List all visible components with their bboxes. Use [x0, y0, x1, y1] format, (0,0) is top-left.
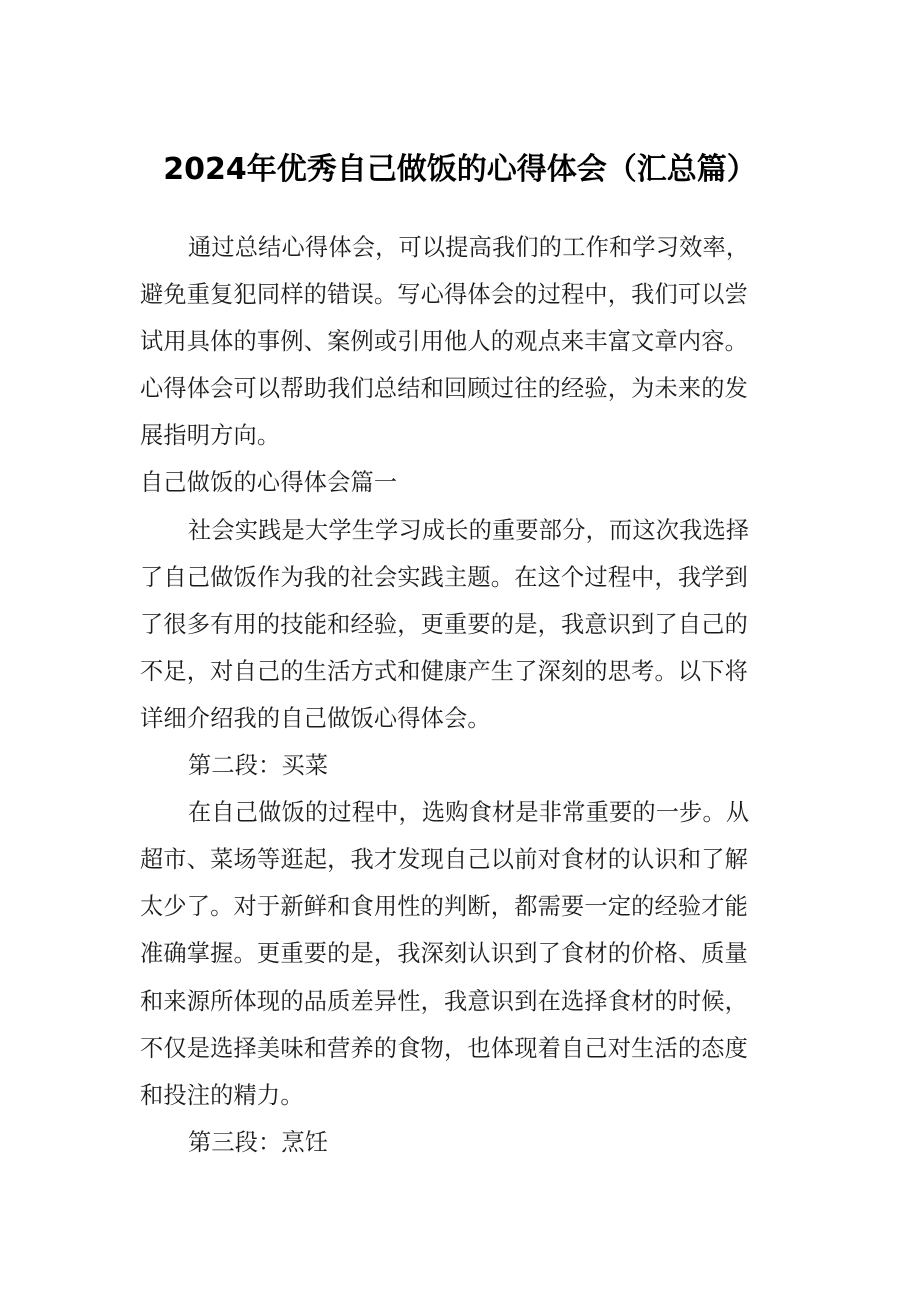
paragraph-line: 不仅是选择美味和营养的食物，也体现着自己对生活的态度 — [140, 1034, 749, 1062]
paragraph-line: 通过总结心得体会，可以提高我们的工作和学习效率， — [188, 234, 750, 261]
paragraph-line: 展指明方向。 — [140, 422, 281, 450]
paragraph-line: 详细介绍我的自己做饭心得体会。 — [140, 704, 491, 732]
section-heading: 自己做饭的心得体会篇一 — [140, 469, 398, 497]
paragraph-line: 社会实践是大学生学习成长的重要部分，而这次我选择 — [188, 516, 750, 544]
document-body — [140, 224, 790, 1166]
subsection-heading: 第三段：烹饪 — [188, 1128, 329, 1156]
paragraph-line: 了自己做饭作为我的社会实践主题。在这个过程中，我学到 — [140, 563, 749, 591]
document-title: 2024年优秀自己做饭的心得体会（汇总篇） — [163, 152, 757, 187]
paragraph-line: 和投注的精力。 — [140, 1081, 304, 1109]
paragraph-line: 在自己做饭的过程中，选购食材是非常重要的一步。从 — [188, 799, 750, 827]
paragraph-line: 了很多有用的技能和经验，更重要的是，我意识到了自己的 — [140, 610, 749, 638]
paragraph-line: 超市、菜场等逛起，我才发现自己以前对食材的认识和了解 — [140, 846, 749, 874]
paragraph-line: 太少了。对于新鲜和食用性的判断，都需要一定的经验才能 — [140, 893, 749, 921]
subsection-heading: 第二段：买菜 — [188, 752, 329, 780]
paragraph-line: 和来源所体现的品质差异性，我意识到在选择食材的时候， — [140, 987, 749, 1015]
paragraph-line: 不足，对自己的生活方式和健康产生了深刻的思考。以下将 — [140, 657, 749, 685]
paragraph-line: 试用具体的事例、案例或引用他人的观点来丰富文章内容。 — [140, 328, 749, 356]
paragraph-line: 准确掌握。更重要的是，我深刻认识到了食材的价格、质量 — [140, 940, 749, 968]
paragraph-line: 避免重复犯同样的错误。写心得体会的过程中，我们可以尝 — [140, 281, 749, 309]
paragraph-line: 心得体会可以帮助我们总结和回顾过往的经验，为未来的发 — [140, 375, 749, 403]
